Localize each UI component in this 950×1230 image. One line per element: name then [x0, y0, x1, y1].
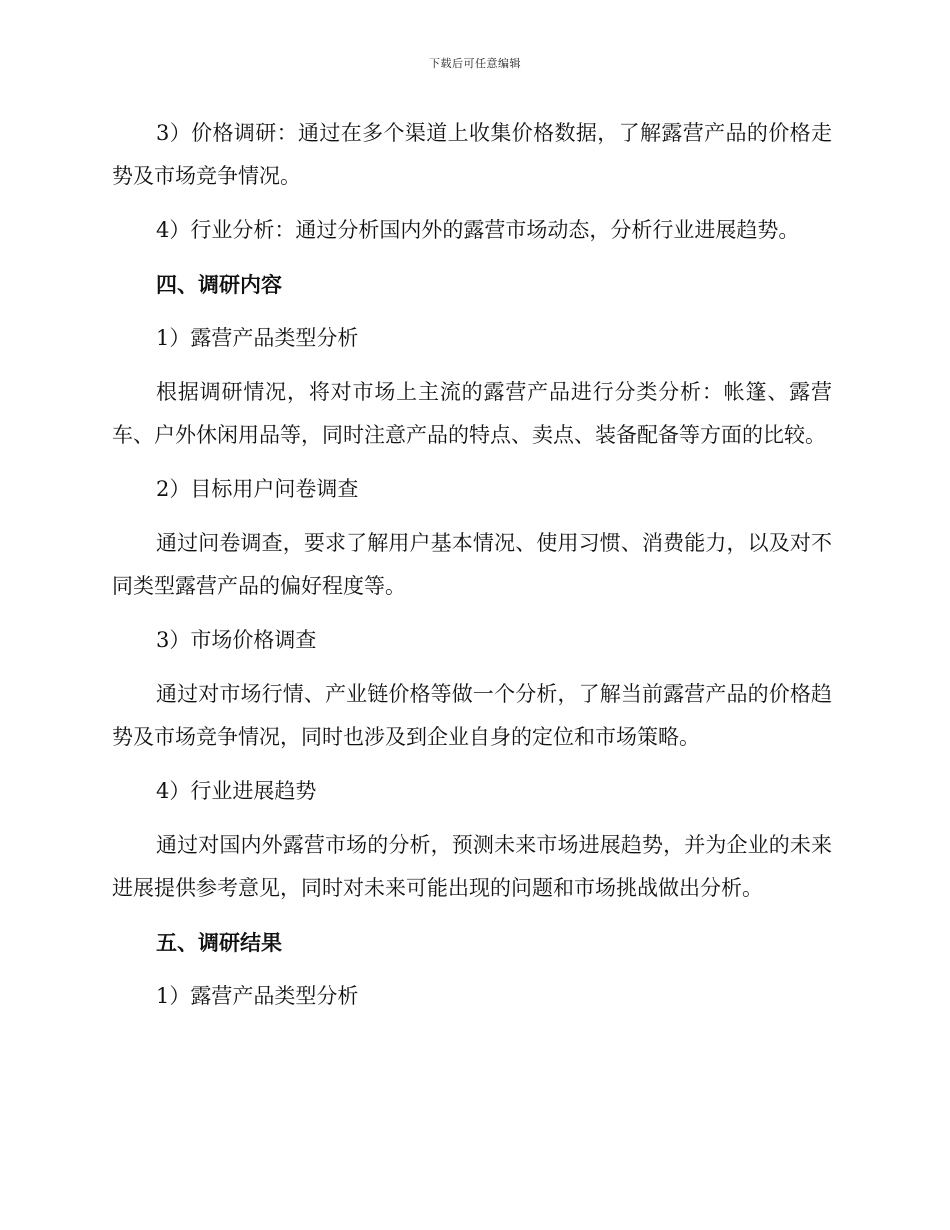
paragraph-industry-analysis: 4）行业分析：通过分析国内外的露营市场动态，分析行业进展趋势。	[156, 218, 800, 242]
subsection-title-price-survey: 3）市场价格调查	[156, 628, 317, 652]
header-note: 下载后可任意编辑	[429, 57, 521, 70]
subsection-title-user-survey: 2）目标用户问卷调查	[156, 477, 359, 501]
subsection-title-industry-trend: 4）行业进展趋势	[156, 779, 317, 803]
subsection-title-results-product-types: 1）露营产品类型分析	[156, 984, 359, 1008]
paragraph-product-types: 根据调研情况，将对市场上主流的露营产品进行分类分析：帐篷、露营车、户外休闲用品等，同时注意产品的特点、卖点、装备配备等方面的比较。	[112, 380, 832, 447]
subsection-title-product-types: 1）露营产品类型分析	[156, 326, 359, 350]
paragraph-user-survey: 通过问卷调查，要求了解用户基本情况、使用习惯、消费能力，以及对不同类型露营产品的偏好程度等。	[112, 531, 832, 598]
section-heading-research-results: 五、调研结果	[156, 930, 282, 955]
paragraph-industry-trend: 通过对国内外露营市场的分析，预测未来市场进展趋势，并为企业的未来进展提供参考意见，同时对未来可能出现的问题和市场挑战做出分析。	[112, 833, 832, 900]
document-body	[112, 112, 832, 1029]
paragraph-price-research: 3）价格调研：通过在多个渠道上收集价格数据，了解露营产品的价格走势及市场竞争情况。	[112, 121, 832, 188]
section-heading-research-content: 四、调研内容	[156, 272, 282, 297]
paragraph-price-survey: 通过对市场行情、产业链价格等做一个分析，了解当前露营产品的价格趋势及市场竞争情况，同时也涉及到企业自身的定位和市场策略。	[112, 682, 832, 749]
